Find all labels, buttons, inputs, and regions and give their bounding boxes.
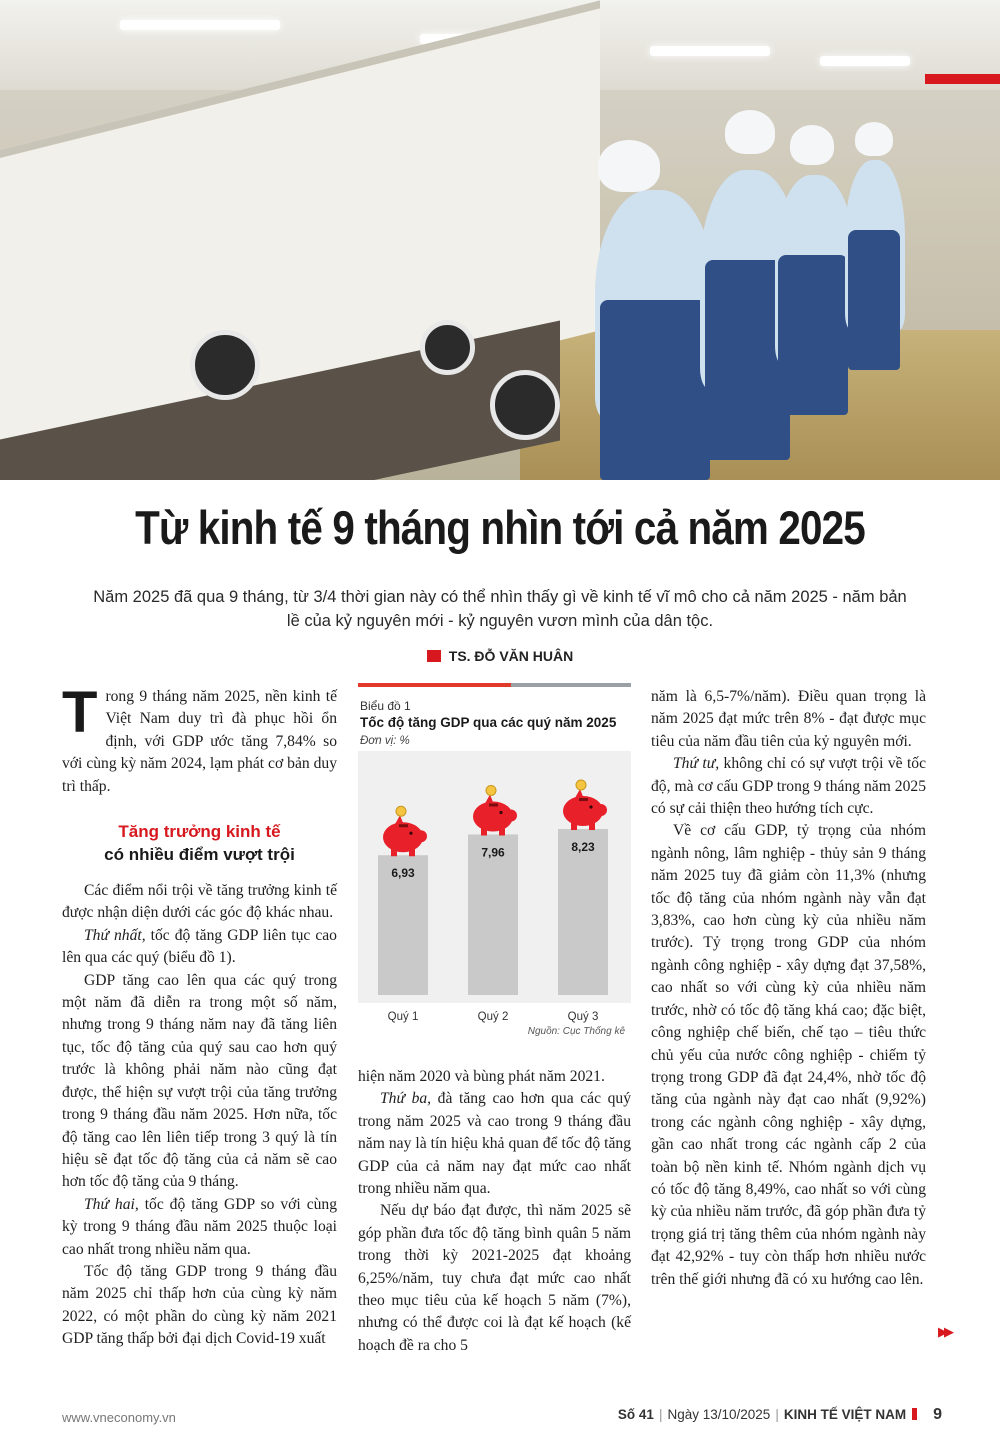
worker-apron: [600, 300, 710, 480]
column-2: [358, 1066, 631, 1357]
piggy-bank-eye: [409, 832, 412, 835]
bar-value-label: 6,93: [391, 866, 415, 881]
paragraph: năm là 6,5-7%/năm). Điều quan trọng là năm 2025 đạt mức trên 8% - đạt được mục tiêu của năm đầu tiên của kỷ nguyên mới.: [651, 688, 926, 750]
section-heading: [62, 820, 337, 866]
paragraph: Về cơ cấu GDP, tỷ trọng của nhóm ngành nông, lâm nghiệp - thủy sản 9 tháng năm 2025 tuy đã giảm còn 11,3% (nhưng tốc độ tăng của nhóm ngành này vẫn đạt 3,83%, cao hơn cùng kỳ của nhiều năm trước). Tỷ trọng trong GDP của nhóm ngành công nghiệp - xây dựng đạt 37,58%, cao nhất so với cùng kỳ của nhiều năm trước, nhờ có tốc độ tăng khá cao; đặc biệt, công nghiệp chế biến, chế tạo – tiêu thức chủ yếu của nước công nghiệp - chiếm tỷ trọng trong GDP đã đạt 24,4%, nhờ tốc độ tăng của ngành này đạt cao nhất (9,92%) trong các ngành công nghiệp - xây dựng, gần cao nhất trong các ngành cấp 2 của toàn bộ nền kinh tế. Nhóm ngành dịch vụ có tốc độ tăng 8,49%, cao nhất so với cùng kỳ của nhiều năm trước, đã góp phần đưa tỷ trọng giá trị tăng thêm của nhóm ngành này đạt 42,92% - tuy còn thấp hơn nhiều nước trên thế giới nhưng đã có xu hướng cao lên.: [651, 822, 926, 1288]
paragraph: Thứ hai, tốc độ tăng GDP so với cùng kỳ trong 9 tháng đầu năm 2025 thuộc loại cao nhất trong nhiều năm qua.: [62, 1195, 338, 1258]
section-heading-line1: Tăng trưởng kinh tế: [118, 822, 281, 842]
worker-cap: [855, 122, 893, 156]
footer-issue: Số 41: [617, 1407, 654, 1422]
paragraph: hiện năm 2020 và bùng phát năm 2021.: [358, 1068, 605, 1085]
coin-icon: [576, 780, 586, 790]
piggy-bank-snout: [505, 809, 517, 821]
board-hole: [420, 320, 475, 375]
ceiling-light: [820, 56, 910, 66]
piggy-bank-snout: [595, 804, 607, 816]
piggy-bank-slot: [579, 798, 588, 801]
paragraph: Thứ ba, đà tăng cao hơn qua các quý trong năm 2025 và cao trong 9 tháng đầu năm nay là tín hiệu khả quan để tốc độ tăng GDP của cả năm nay đạt mức cao nhất trong nhiều năm qua.: [358, 1090, 631, 1198]
worker-cap: [725, 110, 775, 154]
footer-date: Ngày 13/10/2025: [667, 1407, 771, 1422]
worker-cap: [598, 140, 660, 192]
accent-bar: [925, 74, 1000, 84]
footer-magazine: KINH TẾ VIỆT NAM: [783, 1407, 907, 1422]
pen-icon: [427, 650, 441, 662]
chart-plot: [358, 683, 631, 1045]
category-label: Quý 2: [477, 1011, 509, 1023]
worker-cap: [790, 125, 834, 165]
page-footer: [0, 1398, 1000, 1438]
author-name: TS. ĐỖ VĂN HUÂN: [448, 648, 574, 664]
piggy-bank-leg: [499, 827, 505, 835]
bar-value-label: 8,23: [571, 840, 595, 855]
chart-number: Biểu đồ 1: [360, 699, 411, 713]
worker-apron: [848, 230, 900, 370]
piggy-bank-leg: [391, 848, 397, 856]
board-hole: [490, 370, 560, 440]
coin-icon: [396, 806, 406, 816]
byline: [0, 648, 1000, 664]
category-label: Quý 1: [387, 1011, 419, 1023]
paragraph: GDP tăng cao lên qua các quý trong một năm đã diễn ra trong một số năm, nhưng trong 9 tháng năm nay đã tăng liên tục, tốc độ tăng của quý sau cao hơn quý trước là không phải năm nào cũng đạt được, thể hiện sự vượt trội của tăng trưởng trong 9 tháng đầu năm 2025. Hơn nữa, tốc độ tăng cao lên liên tiếp trong 3 quý là tín hiệu sẽ đạt tốc độ tăng của cả năm sẽ cao hơn tốc độ tăng của 9 tháng.: [62, 971, 337, 1191]
page-number: 9: [933, 1406, 942, 1423]
piggy-bank-leg: [589, 822, 595, 830]
coin-icon: [486, 785, 496, 795]
piggy-bank-slot: [489, 803, 498, 806]
section-heading-line2: có nhiều điểm vượt trội: [104, 845, 295, 865]
piggy-bank-leg: [409, 848, 415, 856]
paragraph: Các điểm nổi trội về tăng trưởng kinh tế được nhận diện dưới các góc độ khác nhau.: [62, 882, 337, 922]
board-hole: [190, 330, 260, 400]
article-title: Từ kinh tế 9 tháng nhìn tới cả năm 2025: [135, 501, 865, 554]
dropcap: T: [62, 680, 98, 745]
piggy-bank-leg: [571, 822, 577, 830]
category-label: Quý 3: [567, 1011, 599, 1023]
footer-site: www.vneconomy.vn: [62, 1410, 176, 1425]
piggy-bank-eye: [589, 805, 592, 808]
chart-source: Nguồn: Cục Thống kê: [527, 1026, 625, 1037]
article-lead: Năm 2025 đã qua 9 tháng, từ 3/4 thời gian này có thể nhìn thấy gì về kinh tế vĩ mô cho cả năm 2025 - năm bản lề của kỷ nguyên mới - kỷ nguyên vươn mình của dân tộc.: [93, 588, 907, 630]
double-arrow-right-icon: ▶▶: [938, 1325, 950, 1340]
piggy-bank-eye: [499, 811, 502, 814]
paragraph: Nếu dự báo đạt được, thì năm 2025 sẽ góp phần đưa tốc độ tăng bình quân 5 năm trong thời kỳ 2021-2025 đạt khoảng 6,25%/năm, tuy chưa đạt mức cao nhất theo mục tiêu của kế hoạch 5 năm (7%), nhưng có thể được coi là đạt kế hoạch (kế hoạch đề ra cho 5: [358, 1202, 631, 1354]
paragraph: Thứ nhất, tốc độ tăng GDP liên tục cao lên qua các quý (biểu đồ 1).: [62, 926, 337, 967]
chart-unit: Đơn vị: %: [360, 735, 410, 747]
paragraph: Trong 9 tháng năm 2025, nền kinh tế Việt Nam duy trì đà phục hồi ổn định, với GDP ước tăng 7,84% so với cùng kỳ năm 2024, lạm phát cơ bản duy trì thấp.: [62, 680, 337, 795]
column-1: [62, 680, 338, 1351]
chart-title: Tốc độ tăng GDP qua các quý năm 2025: [360, 715, 617, 730]
hero-photo: [0, 0, 1000, 480]
ceiling-light: [650, 46, 770, 56]
worker-apron: [778, 255, 848, 415]
bar-value-label: 7,96: [481, 845, 505, 860]
footer-accent: [912, 1408, 917, 1420]
gdp-chart: [358, 683, 631, 1045]
paragraph: Thứ tư, không chỉ có sự vượt trội về tốc độ, mà cơ cấu GDP trong 9 tháng năm 2025 có sự cải thiện theo hướng tích cực.: [651, 755, 927, 818]
footer-info: Số 41 | Ngày 13/10/2025 | KINH TẾ VIỆT NAM 9: [617, 1406, 942, 1423]
piggy-bank-leg: [481, 827, 487, 835]
paragraph: Tốc độ tăng GDP trong 9 tháng đầu năm 2025 chỉ thấp hơn của cùng kỳ năm 2022, có một phần do cùng kỳ năm 2021 GDP tăng thấp bởi đại dịch Covid-19 xuất: [62, 1262, 337, 1348]
column-3: [651, 686, 926, 1291]
ceiling-light: [120, 20, 280, 30]
piggy-bank-snout: [415, 830, 427, 842]
piggy-bank-slot: [399, 824, 408, 827]
